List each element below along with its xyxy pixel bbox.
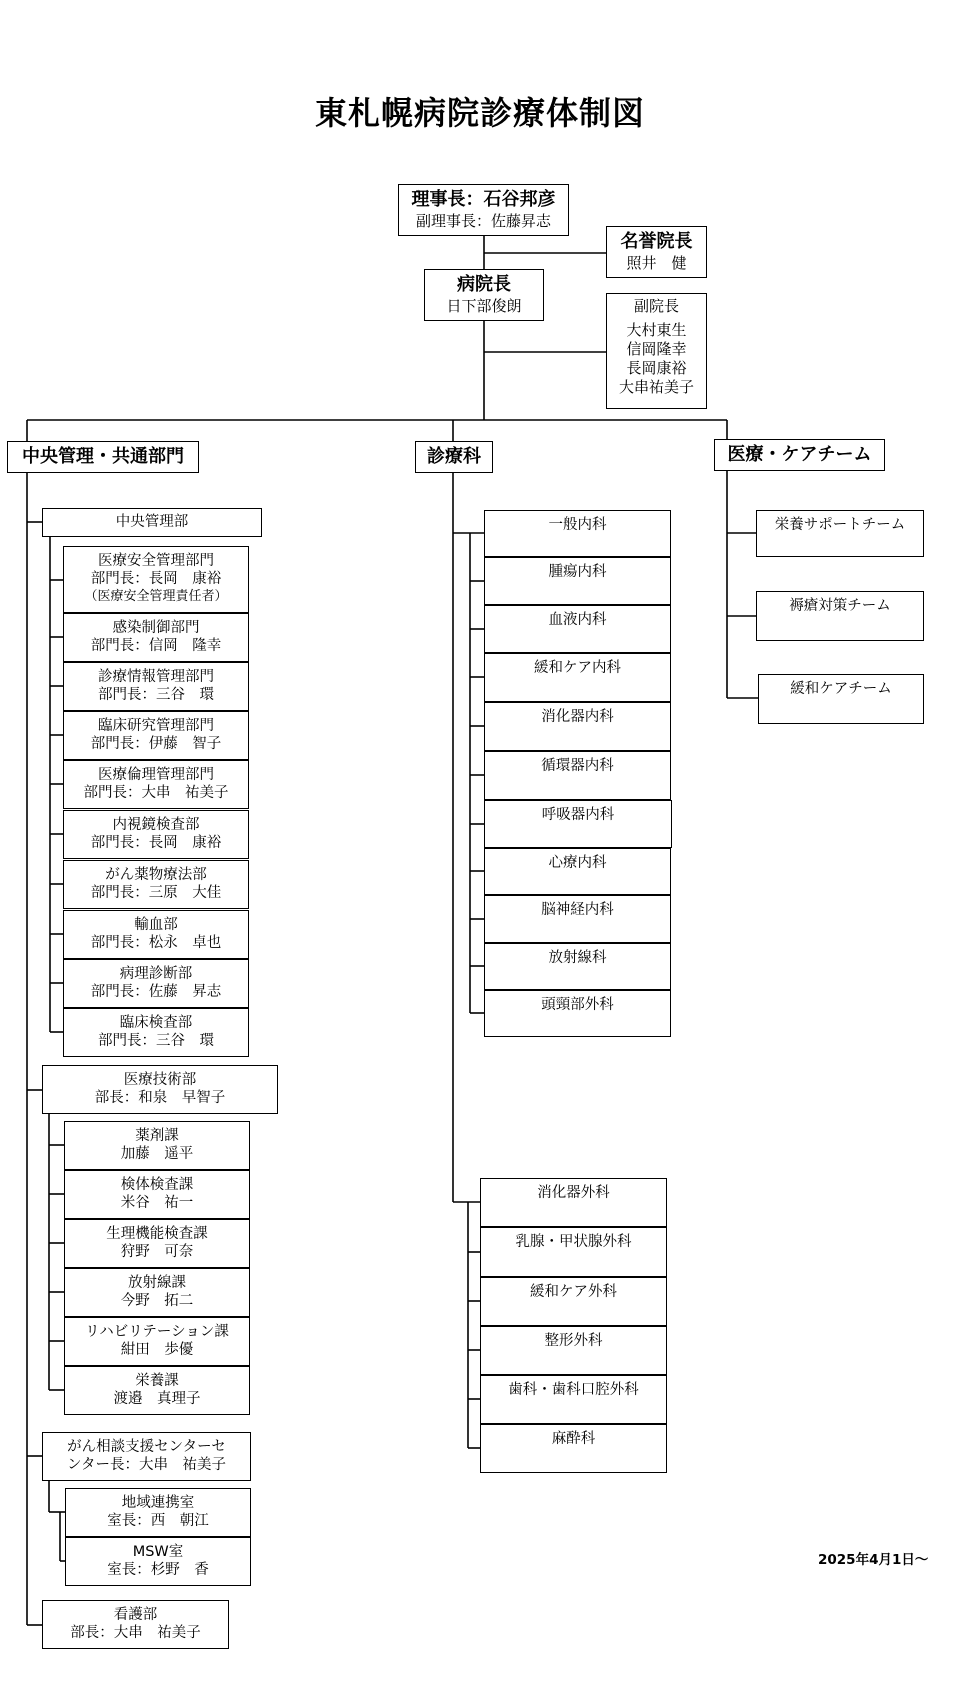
- dept-head: 部門長：松永 卓也: [90, 935, 222, 951]
- care-team-section-heading: 医療・ケアチーム: [714, 439, 885, 471]
- honorary-director-title: 名誉院長: [620, 231, 693, 252]
- center-unit-regional-liaison: [65, 1488, 251, 1537]
- care-team-box: 褥瘡対策チーム: [756, 591, 924, 641]
- dept-head: 部長：和泉 早智子: [94, 1090, 226, 1106]
- hospital-director-title: 病院長: [457, 274, 511, 295]
- dept-name: 診療情報管理部門: [98, 669, 214, 685]
- surgical-dept-box: 乳腺・甲状腺外科: [480, 1227, 667, 1277]
- surgical-dept-box: 緩和ケア外科: [480, 1277, 667, 1326]
- vice-director-name: 大串祐美子: [618, 378, 694, 396]
- tech-unit-radiology: [64, 1268, 250, 1317]
- central-management-box: [42, 508, 262, 537]
- internal-dept-box: 頭頸部外科: [484, 990, 671, 1037]
- central-section-heading: 中央管理・共通部門: [7, 441, 199, 473]
- internal-dept-box: 消化器内科: [484, 702, 671, 751]
- cancer-support-center-box: [42, 1432, 251, 1481]
- dept-name: 看護部: [113, 1607, 158, 1623]
- unit-head: 室長：杉野 香: [107, 1562, 209, 1578]
- internal-dept-box: 血液内科: [484, 605, 671, 653]
- dept-box-medical-ethics: [63, 760, 249, 809]
- effective-date: 2025年4月1日～: [818, 1552, 929, 1568]
- unit-head: 紺田 歩優: [120, 1342, 194, 1358]
- clinical-section-heading: 診療科: [415, 441, 493, 473]
- unit-name: 地域連携室: [121, 1495, 195, 1511]
- dept-box-pathology: [63, 959, 249, 1008]
- tech-unit-nutrition: [64, 1366, 250, 1415]
- dept-name: がん相談支援センターセ: [67, 1439, 226, 1455]
- dept-name: がん薬物療法部: [105, 867, 207, 883]
- dept-head: 部門長：長岡 康裕: [90, 571, 222, 587]
- dept-name: 臨床研究管理部門: [98, 718, 214, 734]
- dept-name: 医療倫理管理部門: [98, 767, 214, 783]
- surgical-dept-box: 整形外科: [480, 1326, 667, 1375]
- dept-box-infection-control: [63, 613, 249, 662]
- tech-unit-specimen-lab: [64, 1170, 250, 1219]
- unit-head: 渡邉 真理子: [113, 1391, 201, 1407]
- unit-name: 薬剤課: [135, 1128, 179, 1144]
- honorary-director-box: [606, 226, 707, 278]
- unit-name: 生理機能検査課: [106, 1226, 208, 1242]
- chart-title: 東札幌病院診療体制図: [314, 94, 645, 132]
- unit-head: 加藤 遥平: [120, 1146, 194, 1162]
- dept-note: （医療安全管理責任者）: [84, 589, 228, 604]
- dept-head: 部長：大串 祐美子: [70, 1625, 201, 1641]
- chairman-box: [398, 184, 569, 236]
- dept-name: 医療技術部: [123, 1072, 197, 1088]
- internal-dept-box: 循環器内科: [484, 751, 671, 800]
- dept-head: 部門長：三谷 環: [98, 687, 214, 703]
- dept-head: 部門長：大串 祐美子: [83, 785, 229, 801]
- unit-name: リハビリテーション課: [85, 1324, 229, 1340]
- internal-dept-box: 腫瘍内科: [484, 557, 671, 605]
- tech-unit-physiology-lab: [64, 1219, 250, 1268]
- unit-head: 今野 拓二: [120, 1293, 194, 1309]
- dept-box-medical-safety: [63, 546, 249, 613]
- vice-director-name: 信岡隆幸: [626, 340, 687, 358]
- chairman-label: 理事長：石谷邦彦: [411, 189, 556, 210]
- central-management-label: 中央管理部: [115, 514, 189, 530]
- unit-name: MSW室: [132, 1544, 184, 1560]
- dept-head: ンター長：大串 祐美子: [67, 1457, 226, 1473]
- dept-box-endoscopy: [63, 810, 249, 859]
- dept-box-transfusion: [63, 910, 249, 959]
- tech-unit-rehabilitation: [64, 1317, 250, 1366]
- internal-dept-box: 一般内科: [484, 510, 671, 557]
- vice-director-title: 副院長: [633, 297, 679, 315]
- dept-name: 臨床検査部: [119, 1015, 193, 1031]
- surgical-dept-box: 消化器外科: [480, 1178, 667, 1227]
- dept-name: 感染制御部門: [112, 620, 200, 636]
- unit-name: 栄養課: [135, 1373, 179, 1389]
- vice-director-name: 大村東生: [626, 321, 687, 339]
- surgical-dept-box: 麻酔科: [480, 1424, 667, 1473]
- honorary-director-name: 照井 健: [626, 254, 687, 272]
- unit-name: 放射線課: [128, 1275, 186, 1291]
- dept-name: 輸血部: [134, 917, 178, 933]
- internal-dept-box: 呼吸器内科: [484, 800, 672, 848]
- unit-head: 米谷 祐一: [120, 1195, 194, 1211]
- internal-dept-box: 放射線科: [484, 943, 671, 990]
- vice-director-name: 長岡康裕: [626, 359, 687, 377]
- nursing-dept-box: [42, 1600, 229, 1649]
- hospital-director-name: 日下部俊朗: [446, 297, 522, 315]
- dept-box-medical-records: [63, 662, 249, 711]
- tech-unit-pharmacy: [64, 1121, 250, 1170]
- surgical-dept-box: 歯科・歯科口腔外科: [480, 1375, 667, 1424]
- internal-dept-box: 脳神経内科: [484, 895, 671, 943]
- vice-director-box: [606, 293, 707, 409]
- unit-head: 室長：西 朝江: [107, 1513, 209, 1529]
- dept-name: 内視鏡検査部: [112, 817, 200, 833]
- dept-head: 部門長：佐藤 昇志: [90, 984, 222, 1000]
- dept-name: 病理診断部: [119, 966, 193, 982]
- dept-head: 部門長：長岡 康裕: [90, 835, 222, 851]
- care-team-box: 緩和ケアチーム: [758, 674, 924, 724]
- unit-head: 狩野 可奈: [120, 1244, 194, 1260]
- internal-dept-box: 心療内科: [484, 848, 671, 895]
- internal-dept-box: 緩和ケア内科: [484, 653, 671, 702]
- dept-name: 医療安全管理部門: [98, 553, 214, 569]
- dept-head: 部門長：三原 大佳: [90, 885, 222, 901]
- dept-box-clinical-research: [63, 711, 249, 760]
- dept-box-clinical-lab: [63, 1008, 249, 1057]
- dept-head: 部門長：信岡 隆幸: [90, 638, 222, 654]
- care-team-box: 栄養サポートチーム: [756, 510, 924, 557]
- dept-box-chemotherapy: [63, 860, 249, 909]
- unit-name: 検体検査課: [120, 1177, 194, 1193]
- dept-head: 部門長：伊藤 智子: [90, 736, 222, 752]
- center-unit-msw: [65, 1537, 251, 1586]
- hospital-director-box: [424, 269, 544, 321]
- vice-chairman-label: 副理事長：佐藤昇志: [415, 212, 551, 230]
- medical-tech-box: [42, 1065, 278, 1114]
- dept-head: 部門長：三谷 環: [98, 1033, 214, 1049]
